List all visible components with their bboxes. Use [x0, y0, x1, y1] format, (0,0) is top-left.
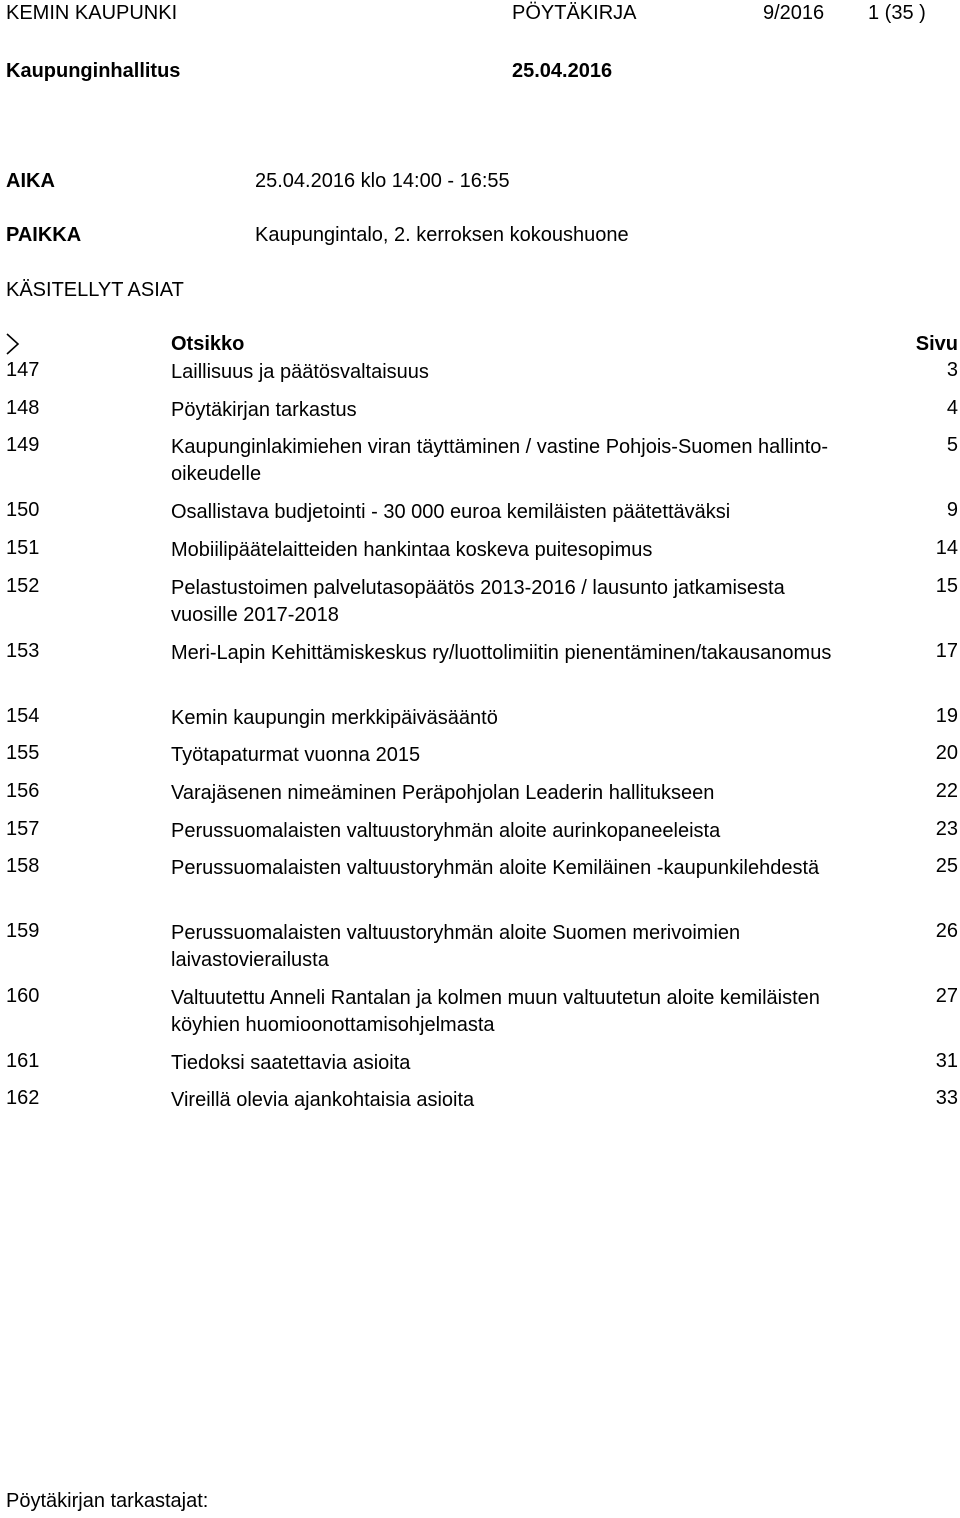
item-page: 19 — [935, 705, 958, 727]
time-label: AIKA — [6, 170, 55, 192]
item-page: 26 — [935, 920, 958, 942]
place-value: Kaupungintalo, 2. kerroksen kokoushuone — [255, 224, 629, 246]
item-title: Valtuutettu Anneli Rantalan ja kolmen muun valtuutetun aloite kemiläisten köyhien huomioonottamisohjelmasta — [171, 987, 820, 1036]
item-page: 22 — [935, 780, 958, 802]
body-name: Kaupunginhallitus — [6, 60, 181, 82]
document-type: PÖYTÄKIRJA — [512, 2, 637, 24]
column-header-page: Sivu — [915, 333, 958, 355]
item-number: 150 — [6, 499, 40, 521]
item-title: Työtapaturmat vuonna 2015 — [171, 744, 421, 766]
item-page: 20 — [935, 742, 958, 764]
item-number: 156 — [6, 780, 40, 802]
item-title: Vireillä olevia ajankohtaisia asioita — [171, 1089, 475, 1111]
item-number: 157 — [6, 818, 40, 840]
item-number: 147 — [6, 359, 40, 381]
item-number: 160 — [6, 985, 40, 1007]
item-title: Pöytäkirjan tarkastus — [171, 399, 357, 421]
item-number: 162 — [6, 1087, 40, 1109]
place-label: PAIKKA — [6, 224, 82, 246]
item-page: 4 — [946, 397, 958, 419]
item-number: 152 — [6, 575, 40, 597]
item-page: 17 — [935, 640, 958, 662]
column-header-title: Otsikko — [171, 333, 245, 355]
item-page: 23 — [935, 818, 958, 840]
item-number: 151 — [6, 537, 40, 559]
item-number: 158 — [6, 855, 40, 877]
item-number: 154 — [6, 705, 40, 727]
item-number: 153 — [6, 640, 40, 662]
item-number: 161 — [6, 1050, 40, 1072]
item-page: 14 — [935, 537, 958, 559]
item-number: 155 — [6, 742, 40, 764]
time-value: 25.04.2016 klo 14:00 - 16:55 — [255, 170, 510, 192]
item-number: 159 — [6, 920, 40, 942]
section-title: KÄSITELLYT ASIAT — [6, 279, 184, 301]
item-title: Varajäsenen nimeäminen Peräpohjolan Leaderin hallitukseen — [171, 782, 715, 804]
item-title: Osallistava budjetointi - 30 000 euroa kemiläisten päätettäväksi — [171, 501, 731, 523]
item-title: Kaupunginlakimiehen viran täyttäminen / vastine Pohjois-Suomen hallinto-oikeudelle — [171, 436, 829, 485]
item-title: Meri-Lapin Kehittämiskeskus ry/luottolimiitin pienentäminen/takausanomus — [171, 642, 832, 664]
item-title: Perussuomalaisten valtuustoryhmän aloite Suomen merivoimien laivastovierailusta — [171, 922, 741, 971]
item-page: 31 — [935, 1050, 958, 1072]
item-number: 149 — [6, 434, 40, 456]
item-page: 25 — [935, 855, 958, 877]
item-title: Kemin kaupungin merkkipäiväsääntö — [171, 707, 498, 729]
reviewers-label: Pöytäkirjan tarkastajat: — [6, 1490, 209, 1512]
item-title: Laillisuus ja päätösvaltaisuus — [171, 361, 429, 383]
item-page: 5 — [946, 434, 958, 456]
item-title: Perussuomalaisten valtuustoryhmän aloite aurinkopaneeleista — [171, 820, 721, 842]
item-title: Mobiilipäätelaitteiden hankintaa koskeva puitesopimus — [171, 539, 653, 561]
item-page: 9 — [946, 499, 958, 521]
item-title: Perussuomalaisten valtuustoryhmän aloite Kemiläinen -kaupunkilehdestä — [171, 857, 820, 879]
item-number: 148 — [6, 397, 40, 419]
item-title: Tiedoksi saatettavia asioita — [171, 1052, 411, 1074]
paragraph-marker-icon — [6, 333, 20, 355]
document-number: 9/2016 — [763, 2, 825, 24]
item-page: 33 — [935, 1087, 958, 1109]
item-page: 3 — [946, 359, 958, 381]
meeting-date: 25.04.2016 — [512, 60, 613, 82]
item-page: 15 — [935, 575, 958, 597]
page-info: 1 (35 ) — [868, 2, 926, 24]
item-title: Pelastustoimen palvelutasopäätös 2013-2016 / lausunto jatkamisesta vuosille 2017-2018 — [171, 577, 785, 626]
organization-name: KEMIN KAUPUNKI — [6, 2, 178, 24]
item-page: 27 — [935, 985, 958, 1007]
